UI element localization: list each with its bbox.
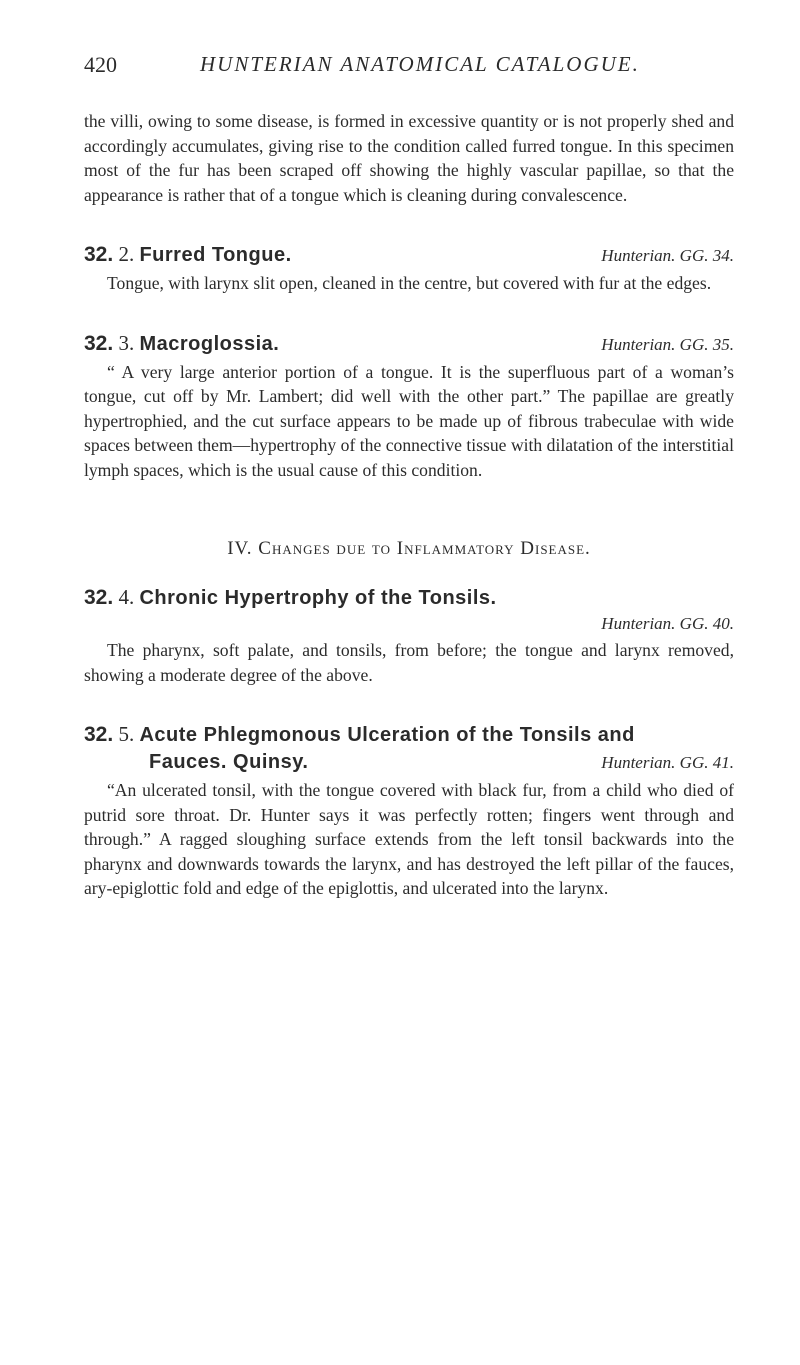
running-title: HUNTERIAN ANATOMICAL CATALOGUE. bbox=[200, 52, 640, 76]
entry-chronic-hypertrophy-tonsils bbox=[84, 584, 734, 687]
entry-heading-left bbox=[84, 584, 497, 612]
entry-heading bbox=[84, 584, 734, 612]
entry-furred-tongue bbox=[84, 241, 734, 296]
entry-title: Macroglossia. bbox=[139, 332, 280, 355]
entry-description: The pharynx, soft palate, and tonsils, from before; the tongue and larynx removed, showing a moderate degree of the above. bbox=[84, 640, 734, 685]
entry-subnumber: 5. bbox=[118, 722, 135, 746]
entry-title: Furred Tongue. bbox=[139, 244, 292, 266]
entry-number: 32. bbox=[84, 243, 114, 266]
entry-heading-continued bbox=[84, 749, 734, 776]
entry-title-continued: Fauces. Quinsy. bbox=[149, 751, 309, 773]
entry-number: 32. bbox=[84, 331, 114, 355]
entry-heading bbox=[84, 330, 734, 358]
intro-paragraph: the villi, owing to some disease, is formed in excessive quantity or is not properly shed and accordingly accumulates, giving rise to the condition called furred tongue. In this specimen most of the fur has been scraped off showing the highly vascular papillae, so that the appearance is rather that of a tongue which is cleaning during convalescence. bbox=[84, 111, 734, 205]
page-number: 420 bbox=[84, 52, 117, 77]
entry-reference: Hunterian. GG. 35. bbox=[601, 334, 734, 354]
entry-title: Acute Phlegmonous Ulceration of the Tonsils and bbox=[139, 724, 635, 746]
book-page bbox=[84, 52, 734, 901]
entry-reference: Hunterian. GG. 41. bbox=[601, 753, 734, 772]
entry-acute-phlegmonous-ulceration bbox=[84, 721, 734, 901]
entry-description: “An ulcerated tonsil, with the tongue covered with black fur, from a child who died of putrid sore throat. Dr. Hunter says it was perfectly rotten; fingers went through and through.” A ragged sloughing surface extends from the left tonsil backwards into the pharynx and downwards towards the larynx, and has destroyed the left pillar of the fauces, ary-epiglottic fold and edge of the epiglottis, and ulcerated into the larynx. bbox=[84, 780, 734, 898]
entry-number: 32. bbox=[84, 586, 114, 609]
entry-heading bbox=[84, 241, 734, 269]
entry-description: “ A very large anterior portion of a tongue. It is the superfluous part of a woman’s tongue, cut off by Mr. Lambert; did well with the other part.” The papillae are greatly hypertrophied, and the cut surface appears to be made up of fibrous trabeculae with wide spaces between them—hypertrophy of the connective tissue with dilatation of the interstitial lymph spaces, which is the usual cause of this condition. bbox=[84, 361, 734, 480]
entry-number: 32. bbox=[84, 723, 114, 746]
entry-reference: Hunterian. GG. 34. bbox=[601, 246, 734, 265]
entry-heading bbox=[84, 721, 734, 749]
entry-subnumber: 4. bbox=[118, 585, 135, 609]
entry-subnumber: 2. bbox=[118, 242, 135, 266]
entry-heading-left bbox=[84, 241, 292, 269]
entry-subnumber: 3. bbox=[118, 330, 135, 355]
entry-heading-left bbox=[84, 721, 635, 749]
running-head bbox=[84, 52, 734, 82]
entry-heading-left bbox=[84, 330, 279, 358]
section-heading: IV. Changes due to Inflammatory Disease. bbox=[227, 538, 591, 559]
entry-reference: Hunterian. GG. 40. bbox=[601, 614, 734, 633]
entry-macroglossia bbox=[84, 330, 734, 483]
entry-description: Tongue, with larynx slit open, cleaned in the centre, but covered with fur at the edges. bbox=[107, 273, 712, 293]
entry-title: Chronic Hypertrophy of the Tonsils. bbox=[139, 587, 497, 609]
